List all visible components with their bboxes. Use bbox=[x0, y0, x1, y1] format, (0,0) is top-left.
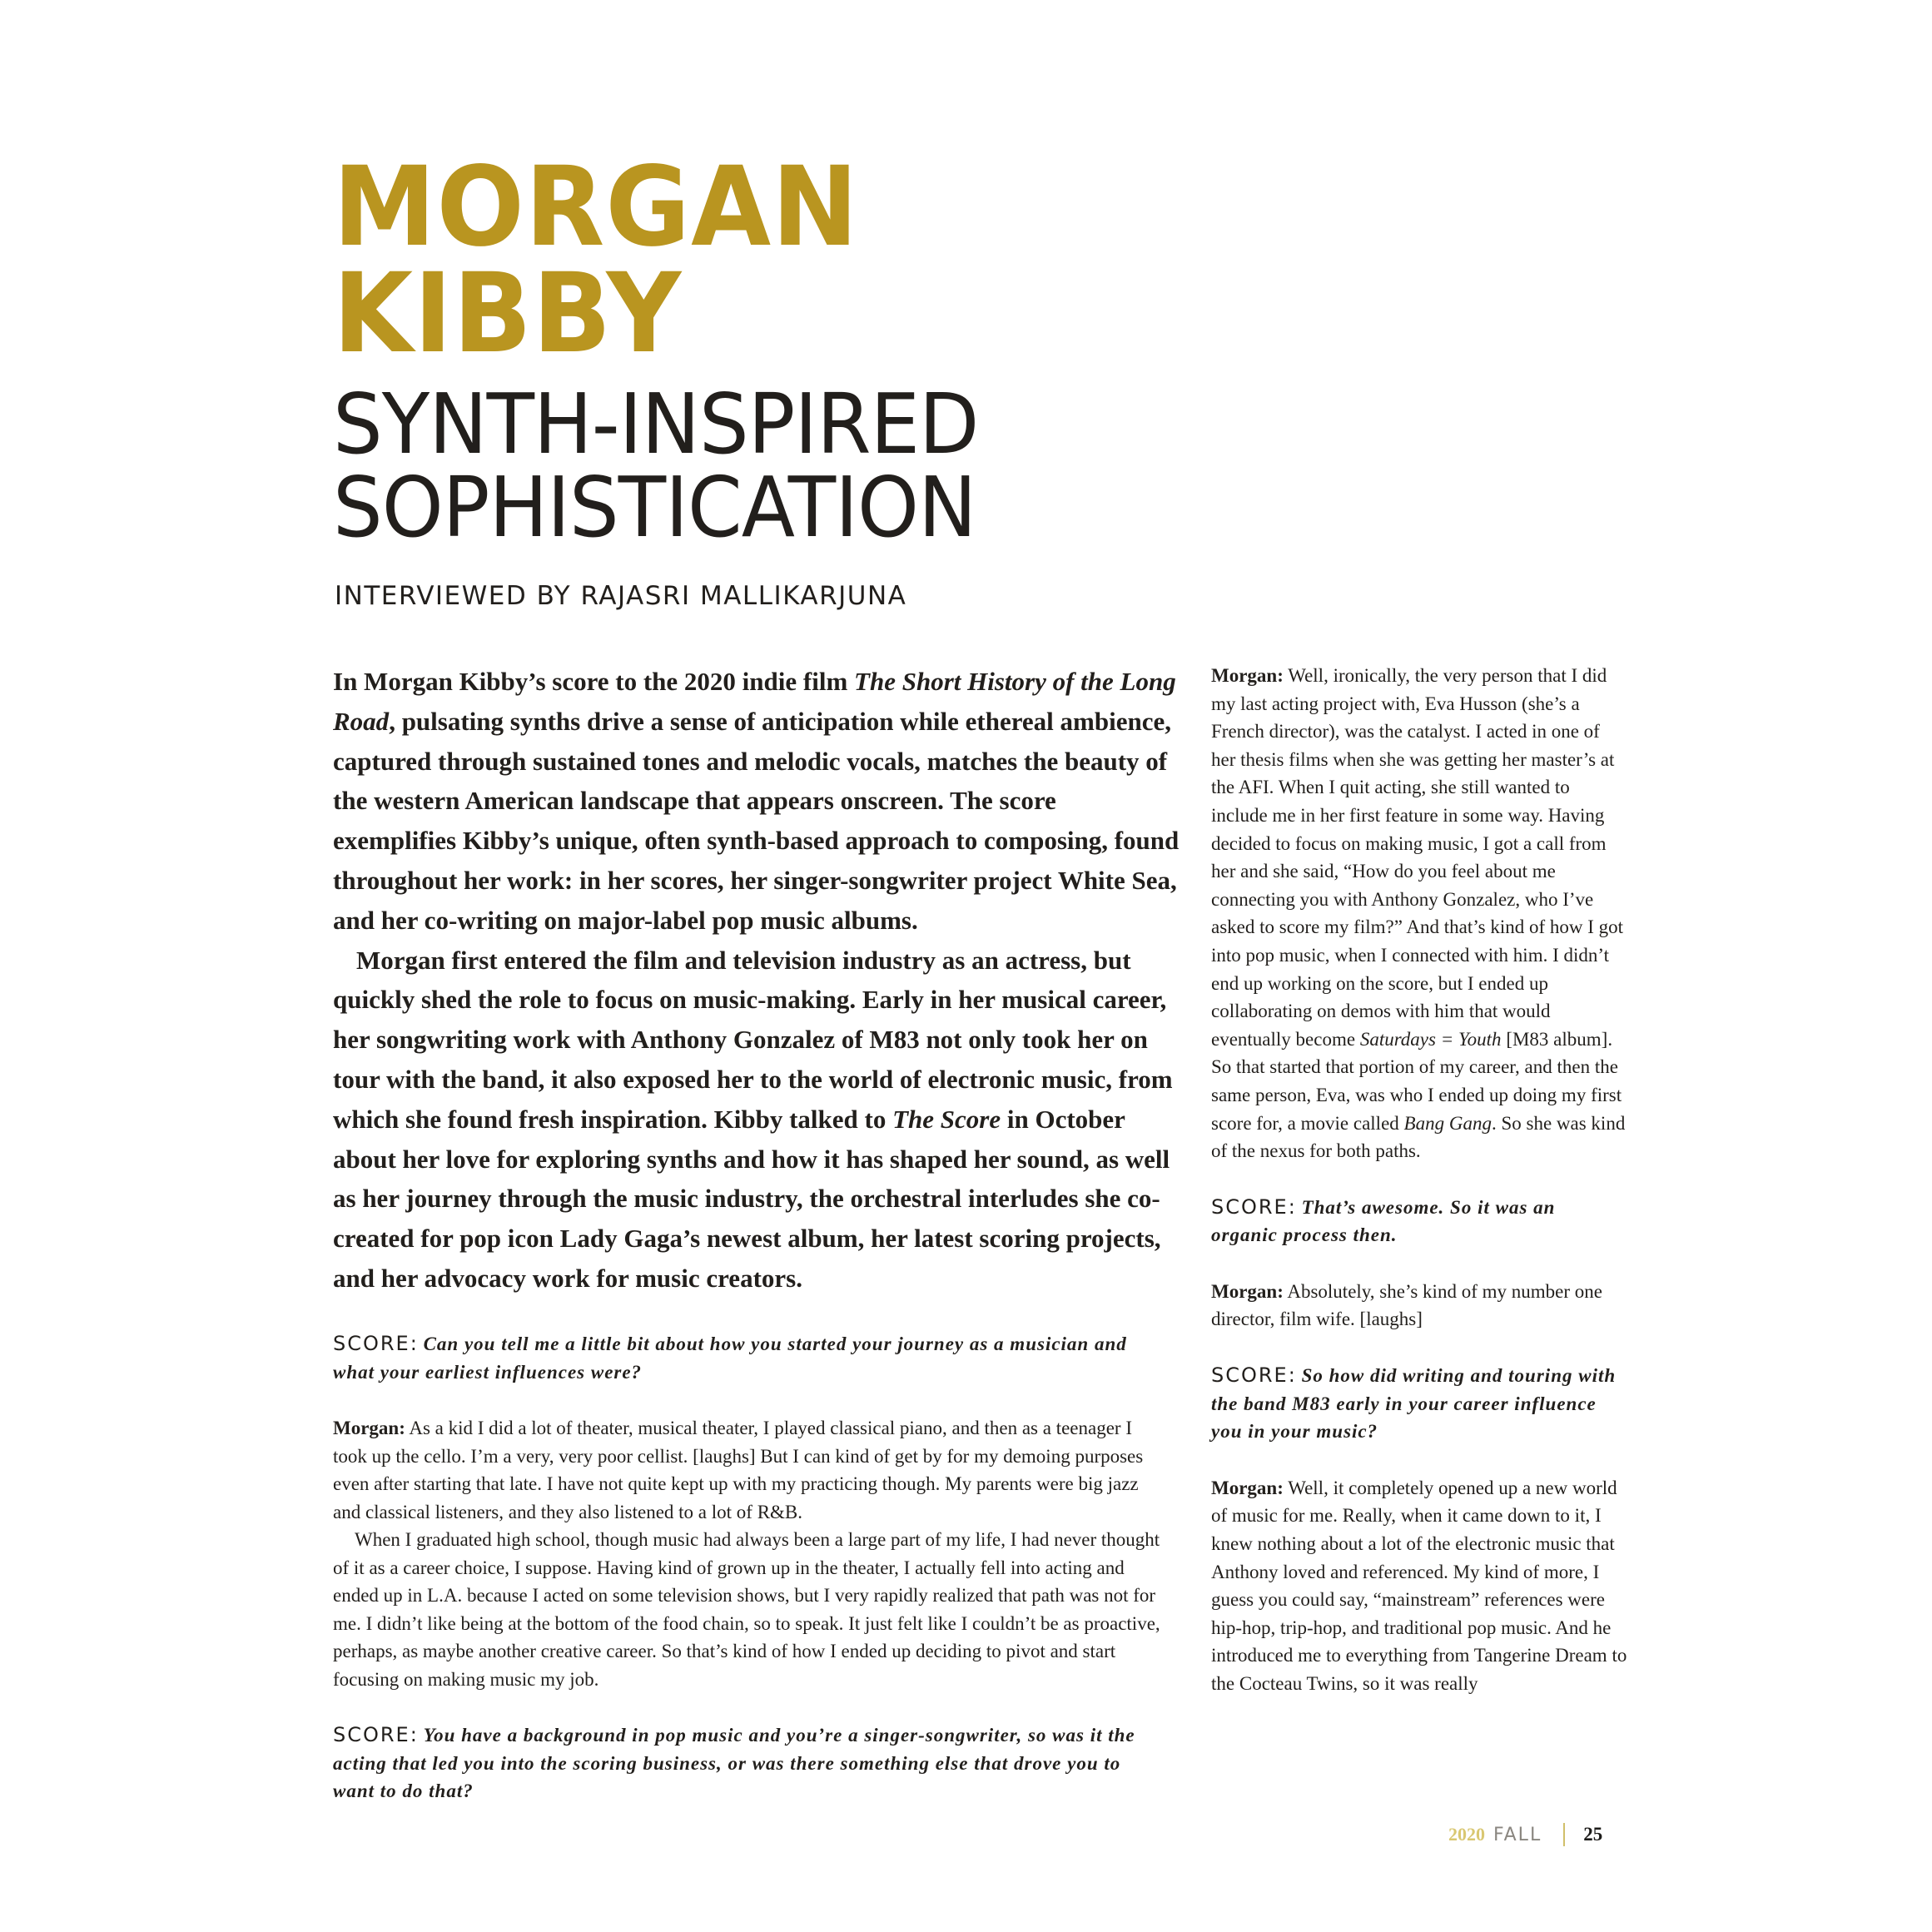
score-label: SCORE: bbox=[1211, 1194, 1297, 1219]
title-line-first-name: MORGAN bbox=[333, 143, 859, 271]
morgan-label: Morgan: bbox=[1211, 665, 1284, 686]
subtitle-line-1: SYNTH-INSPIRED bbox=[333, 375, 979, 473]
answer-text: Absolutely, she’s kind of my number one director, film wife. [laughs] bbox=[1211, 1280, 1602, 1330]
score-label: SCORE: bbox=[333, 1723, 419, 1746]
morgan-label: Morgan: bbox=[333, 1418, 405, 1438]
question-4 bbox=[1211, 1362, 1627, 1446]
album-title: Saturdays = Youth bbox=[1359, 1028, 1502, 1050]
byline: INTERVIEWED BY RAJASRI MALLIKARJUNA bbox=[335, 581, 907, 611]
question-text: Can you tell me a little bit about how you started your journey as a musician and what your earliest influences were? bbox=[333, 1334, 1127, 1383]
intro-p2-text-a: Morgan first entered the film and television industry as an actress, but quickly shed the role to focus on music-making. Early in her musical career, her songwriting work with Anthony Gonzalez of M83 not only took her on tour with the band, it also exposed her to the world of electronic music, from which she found fresh inspiration. Kibby talked to bbox=[333, 945, 1173, 1134]
article-subtitle bbox=[333, 375, 979, 556]
morgan-label: Morgan: bbox=[1211, 1280, 1284, 1302]
answer-2 bbox=[1211, 662, 1627, 1165]
answer-3 bbox=[1211, 1278, 1627, 1334]
score-label: SCORE: bbox=[1211, 1363, 1297, 1388]
question-text: So how did writing and touring with the band M83 early in your career influence you in your music? bbox=[1211, 1365, 1617, 1443]
answer-text: As a kid I did a lot of theater, musical theater, I played classical piano, and then as a teenager I took up the cello. I’m a very, very poor cellist. [laughs] But I can kind of get by for my demoing purposes even after starting that late. I have not quite kept up with my practicing though. My parents were big jazz and classical listeners, and they also listened to a lot of R&B. bbox=[333, 1418, 1144, 1522]
intro-p1-text-b: , pulsating synths drive a sense of anticipation while ethereal ambience, captured through sustained tones and melodic vocals, matches the beauty of the western American landscape that appears onscreen. The score exemplifies Kibby’s unique, often synth-based approach to composing, found throughout her work: in her scores, her singer-songwriter project White Sea, and her co-writing on major-label pop music albums. bbox=[333, 706, 1180, 935]
subtitle-line-2: SOPHISTICATION bbox=[333, 459, 976, 556]
page-number: 25 bbox=[1583, 1824, 1603, 1845]
answer-4 bbox=[1211, 1474, 1627, 1698]
question-1 bbox=[333, 1330, 1165, 1386]
intro-film-title: The Short History of the Long Road bbox=[333, 667, 1176, 736]
intro-p1-text-a: In Morgan Kibby’s score to the 2020 indie film bbox=[333, 667, 855, 696]
score-label: SCORE: bbox=[333, 1332, 419, 1355]
answer-1 bbox=[333, 1414, 1165, 1693]
morgan-label: Morgan: bbox=[1211, 1477, 1284, 1498]
answer-text: . So she was kind of the nexus for both paths. bbox=[1211, 1112, 1626, 1162]
answer-text: Well, it completely opened up a new world of music for me. Really, when it came down to it, I knew nothing about a lot of the electronic music that Anthony loved and referenced. My kind of more, I guess you could say, “mainstream” references were hip-hop, trip-hop, and traditional pop music. And he introduced me to everything from Tangerine Dream to the Cocteau Twins, so it was really bbox=[1211, 1477, 1627, 1694]
answer-text: [M83 album]. So that started that portion of my career, and then the same person, Eva, was who I ended up doing my first score for, a movie called bbox=[1211, 1028, 1622, 1134]
footer-divider bbox=[1563, 1823, 1565, 1846]
answer-text: Well, ironically, the very person that I did my last acting project with, Eva Husson (she’s a French director), was the catalyst. I acted in one of her thesis films when she was getting her master’s at the AFI. When I quit acting, she still wanted to include me in her first feature in some way. Having decided to focus on making music, I got a call from her and she said, “How do you feel about me connecting you with Anthony Gonzalez, who I’ve asked to score my film?” And that’s kind of how I got into pop music, when I connected with him. I didn’t end up working on the score, but I ended up collaborating on demos with him that would eventually become bbox=[1211, 665, 1624, 1050]
footer-year: 2020 bbox=[1448, 1824, 1485, 1845]
intro-p2-text-b: in October about her love for exploring synths and how it has shaped her sound, as well as her journey through the music industry, the orchestral interludes she co-created for pop icon Lady Gaga’s newest album, her latest scoring projects, and her advocacy work for music creators. bbox=[333, 1104, 1170, 1293]
page-footer bbox=[1448, 1823, 1602, 1846]
question-2 bbox=[333, 1721, 1165, 1805]
title-line-last-name: KIBBY bbox=[333, 250, 683, 378]
article-title bbox=[333, 143, 859, 378]
intro-paragraph-2 bbox=[333, 941, 1182, 1299]
intro-magazine-title: The Score bbox=[892, 1104, 1001, 1134]
question-3 bbox=[1211, 1194, 1627, 1249]
interview-right-column bbox=[1211, 662, 1627, 1726]
intro-paragraph-1 bbox=[333, 662, 1182, 941]
intro-text bbox=[333, 662, 1182, 1299]
question-text: You have a background in pop music and you’re a singer-songwriter, so was it the acting that led you into the scoring business, or was there something else that drove you to want to do that? bbox=[333, 1725, 1135, 1801]
movie-title: Bang Gang bbox=[1403, 1112, 1492, 1134]
question-text: That’s awesome. So it was an organic process then. bbox=[1211, 1196, 1556, 1246]
answer-text: When I graduated high school, though music had always been a large part of my life, I had never thought of it as a career choice, I suppose. Having kind of grown up in the theater, I actually fell into acting and ended up in L.A. because I acted on some television shows, but I very rapidly realized that path was not for me. I didn’t like being at the bottom of the food chain, so to speak. It just felt like I couldn’t be as proactive, perhaps, as maybe another creative career. So that’s kind of how I ended up deciding to pivot and start focusing on making music my job. bbox=[333, 1529, 1160, 1690]
interview-left-column bbox=[333, 1330, 1165, 1834]
footer-season: FALL bbox=[1493, 1824, 1542, 1845]
